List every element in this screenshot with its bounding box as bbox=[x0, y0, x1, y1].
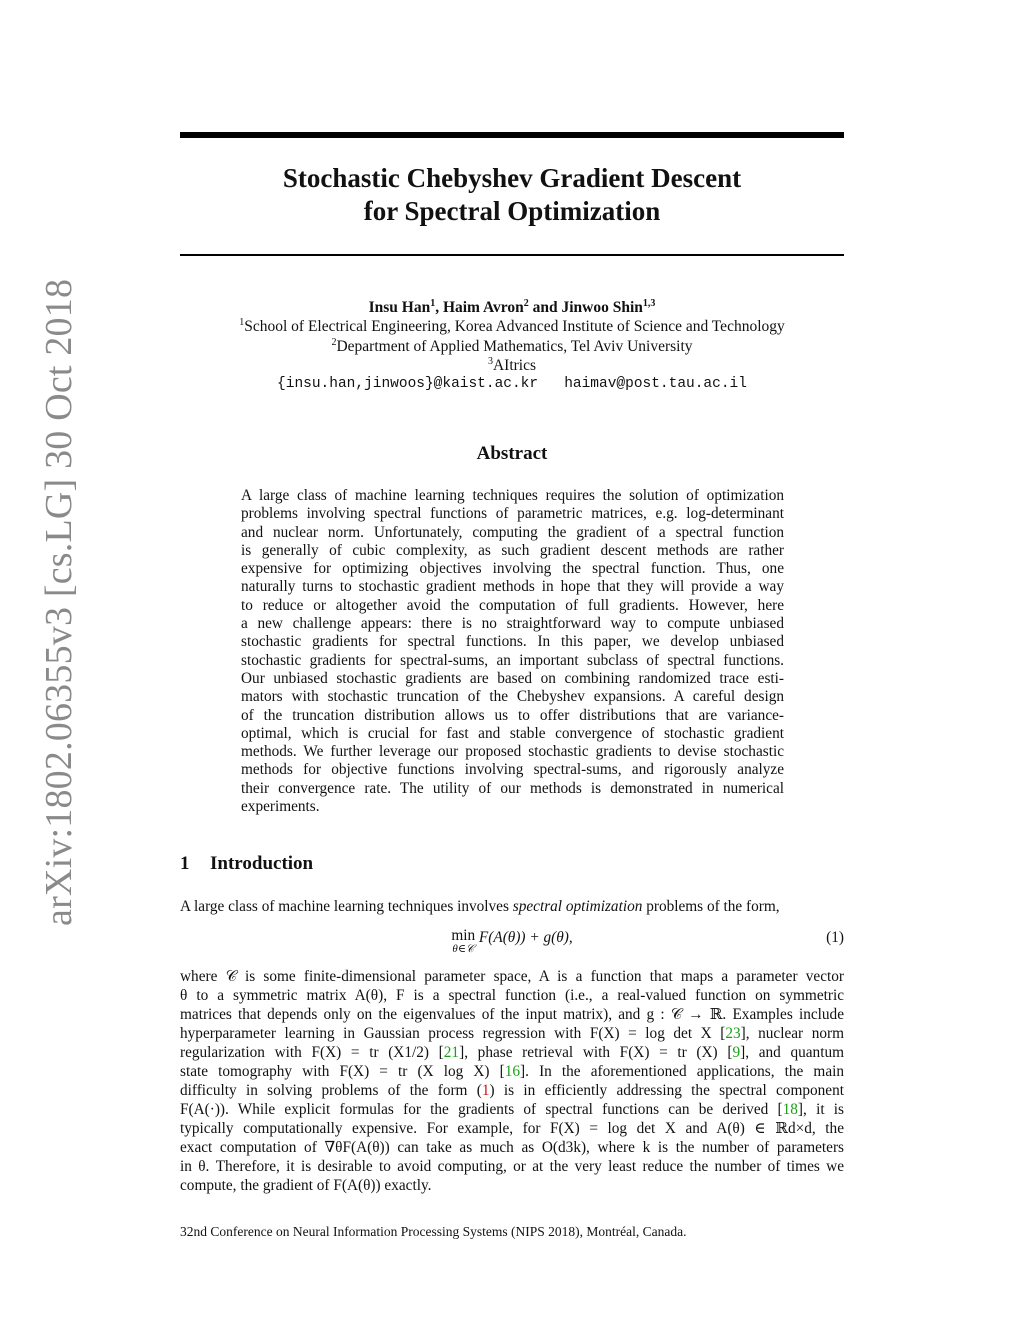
abstract-line: to reduce or altogether avoid the computation of full gradients. However, here bbox=[241, 596, 784, 614]
abstract-line: and nuclear norm. Unfortunately, computing the gradient of a spectral function bbox=[241, 523, 784, 541]
abstract-line: methods for objective functions involving spectral-sums, and rigorously analyze bbox=[241, 761, 784, 779]
abstract-line: their convergence rate. The utility of our methods is demonstrated in numerical bbox=[241, 779, 784, 797]
abstract-line: stochastic gradients for spectral functions. In this paper, we develop unbiased bbox=[241, 633, 784, 651]
paragraph-line: exact computation of ∇θF(A(θ)) can take as much as O(d3k), where k is the number of parameters bbox=[180, 1139, 844, 1156]
author-affil-sup: 2 bbox=[523, 297, 529, 309]
email: {insu.han,jinwoos}@kaist.ac.kr bbox=[277, 376, 539, 393]
abstract-line: experiments. bbox=[241, 798, 320, 816]
arxiv-stamp bbox=[10, 278, 80, 945]
section-number: 1 bbox=[180, 853, 190, 874]
author-block bbox=[150, 298, 874, 394]
abstract-line: of the truncation distribution allows us to offer distributions that are variance- bbox=[241, 706, 784, 724]
paragraph-line: compute, the gradient of F(A(θ)) exactly. bbox=[180, 1177, 432, 1194]
affiliation: $^1$School of Electrical Engineering, Korea Advanced Institute of Science and Technology bbox=[239, 317, 785, 336]
author-affil-sup: 1,3 bbox=[642, 297, 656, 309]
author-name: Insu Han bbox=[368, 299, 431, 316]
affiliation: $^2$Department of Applied Mathematics, Tel Aviv University bbox=[331, 336, 693, 355]
paragraph-line: F(A(·)). While explicit formulas for the gradients of spectral functions can be derived [18], it is bbox=[180, 1101, 844, 1118]
paragraph-line: regularization with F(X) = tr (X1/2) [21], phase retrieval with F(X) = tr (X) [9], and quantum bbox=[180, 1044, 844, 1061]
paper-title bbox=[180, 162, 844, 228]
abstract-line: problems involving spectral functions of parametric matrices, e.g. log-determinant bbox=[241, 505, 784, 523]
title-rule-top bbox=[180, 132, 844, 138]
conference-footnote: 32nd Conference on Neural Information Processing Systems (NIPS 2018), Montréal, Canada. bbox=[180, 1224, 687, 1239]
equation-body bbox=[442, 929, 582, 955]
abstract-heading: Abstract bbox=[476, 443, 548, 464]
abstract-line: A large class of machine learning techniques requires the solution of optimization bbox=[241, 487, 784, 504]
paragraph-line: where 𝒞 is some finite-dimensional parameter space, A is a function that maps a parameter vector bbox=[180, 968, 844, 985]
section-title: Introduction bbox=[210, 853, 314, 874]
title-line-2: for Spectral Optimization bbox=[363, 196, 661, 226]
abstract-line: mators with stochastic truncation of the Chebyshev expansions. A careful design bbox=[241, 688, 784, 706]
abstract-line: methods. We further leverage our proposed stochastic gradients to devise stochastic bbox=[241, 743, 784, 761]
paragraph-line: in θ. Therefore, it is desirable to avoid computing, or at the very least reduce the number of times we bbox=[180, 1158, 844, 1175]
paragraph-line: state tomography with F(X) = tr (X log X) [16]. In the aforementioned applications, the main bbox=[180, 1063, 845, 1080]
paragraph-line: difficulty in solving problems of the form (1) is in efficiently addressing the spectral component bbox=[180, 1082, 844, 1099]
abstract-line: stochastic gradients for spectral-sums, an important subclass of spectral functions. bbox=[241, 651, 784, 669]
title-rule-bottom bbox=[180, 254, 844, 256]
equation-min-operator: min θ∈𝒞 bbox=[451, 927, 476, 955]
author-name: Jinwoo Shin bbox=[561, 299, 643, 316]
abstract-body bbox=[241, 487, 784, 816]
paragraph-line: typically computationally expensive. For example, for F(X) = log det X and A(θ) ∈ ℝd×d, the bbox=[180, 1120, 844, 1137]
author-name: Haim Avron bbox=[442, 299, 524, 316]
abstract-line: a new challenge appears: there is no straightforward way to compute unbiased bbox=[241, 615, 784, 633]
author-names: Insu Han$^1$, Haim Avron$^2$ and Jinwoo Shin$^{1,3}$ bbox=[368, 297, 656, 316]
equation-expression: F(A(θ)) + g(θ), bbox=[475, 929, 573, 946]
section-heading bbox=[180, 853, 313, 875]
intro-paragraph bbox=[180, 967, 844, 1195]
author-emails bbox=[150, 375, 874, 394]
intro-first-line: A large class of machine learning techniques involves spectral optimization problems of the form, bbox=[180, 898, 780, 915]
abstract-line: expensive for optimizing objectives involving the spectral function. Thus, one bbox=[241, 560, 784, 578]
emphasis-spectral-optimization: spectral optimization bbox=[512, 898, 643, 915]
paragraph-line: matrices that depends only on the eigenvalues of the input matrix), and g : 𝒞 → ℝ. Examples include bbox=[180, 1006, 844, 1023]
abstract-line: optimal, which is crucial for fast and stable convergence of stochastic gradient bbox=[241, 724, 784, 742]
abstract-line: naturally turns to stochastic gradient methods in hope that they will provide a way bbox=[241, 578, 784, 596]
equation-1 bbox=[180, 929, 844, 959]
author-affil-sup: 1 bbox=[430, 297, 436, 309]
paragraph-line: hyperparameter learning in Gaussian process regression with F(X) = log det X [23], nuclear norm bbox=[180, 1025, 844, 1042]
arxiv-id: arXiv:1802.06355v3 [cs.LG] 30 Oct 2018 bbox=[38, 278, 80, 926]
title-line-1: Stochastic Chebyshev Gradient Descent bbox=[282, 163, 742, 193]
abstract-line: is generally of cubic complexity, as such gradient descent methods are rather bbox=[241, 541, 784, 559]
email: haimav@post.tau.ac.il bbox=[564, 376, 747, 393]
equation-number: (1) bbox=[826, 929, 844, 946]
affiliation: $^3$AItrics bbox=[487, 355, 537, 374]
paragraph-line: θ to a symmetric matrix A(θ), F is a spectral function (i.e., a real-valued function on symmetric bbox=[180, 987, 844, 1004]
abstract-line: Our unbiased stochastic gradients are based on combining randomized trace esti- bbox=[241, 669, 784, 687]
